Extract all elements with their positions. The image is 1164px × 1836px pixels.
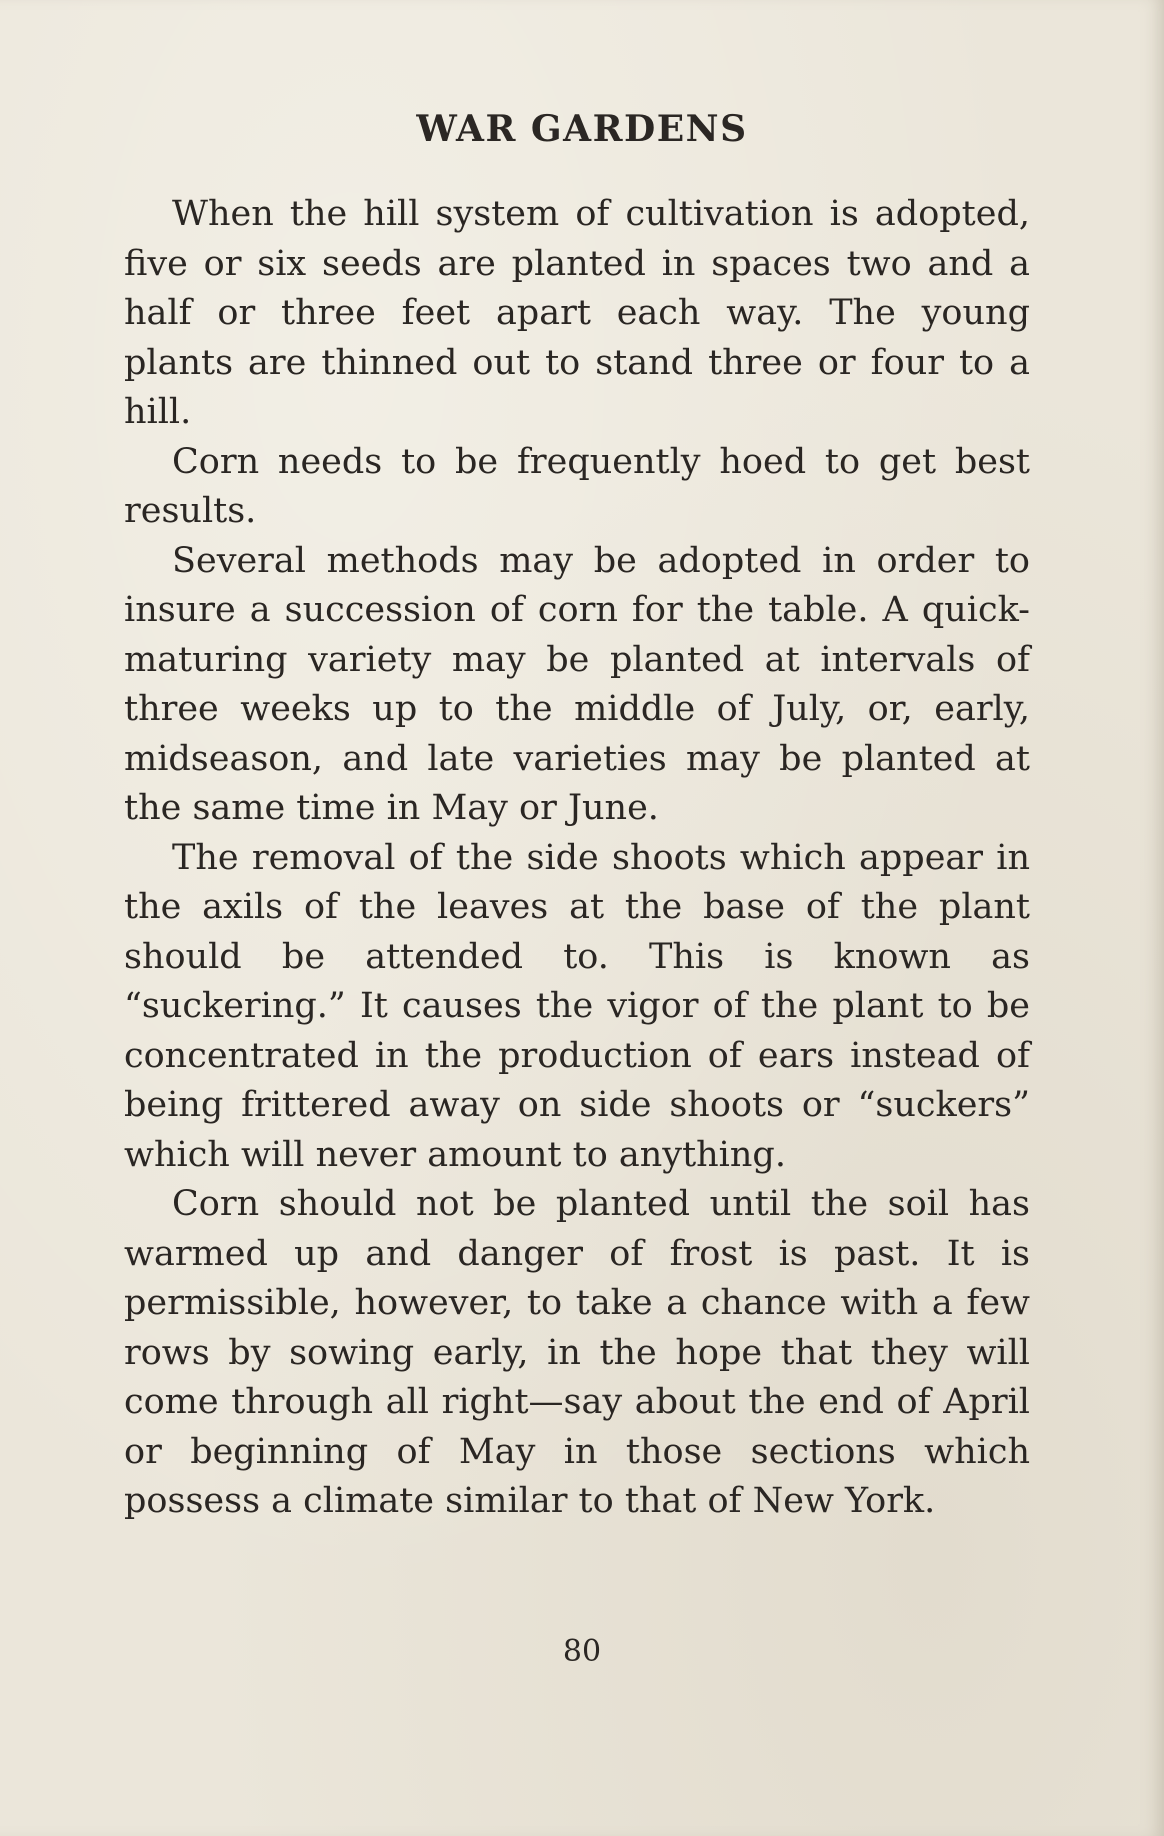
- paragraph-succession: Several methods may be adopted in order to insure a succession of corn for the table. A quick-maturing variety may be planted at intervals of three weeks up to the middle of July, or, early, midseason, and late varieties may be planted at the same time in May or June.: [124, 540, 1030, 828]
- body-text: [124, 190, 1030, 1527]
- paragraph-hill-system: When the hill system of cultivation is adopted, five or six seeds are planted in spaces two and a half or three feet apart each way. The young plants are thinned out to stand three or four to a hill.: [124, 194, 1030, 432]
- paragraph-hoeing: Corn needs to be frequently hoed to get best results.: [124, 441, 1030, 531]
- paragraph-planting-time: Corn should not be planted until the soil has warmed up and danger of frost is past. It is permissible, however, to take a chance with a few rows by sowing early, in the hope that they will come through all right—say about the end of April or beginning of May in those sections which possess a climate similar to that of New York.: [124, 1184, 1030, 1521]
- page-number: 80: [562, 1634, 602, 1669]
- running-head: WAR GARDENS: [416, 108, 748, 150]
- paragraph-suckering: The removal of the side shoots which appear in the axils of the leaves at the base of the plant should be attended to. This is known as “suckering.” It causes the vigor of the plant to be concentrated in the production of ears instead of being frittered away on side shoots or “suckers” which will never amount to anything.: [124, 837, 1030, 1175]
